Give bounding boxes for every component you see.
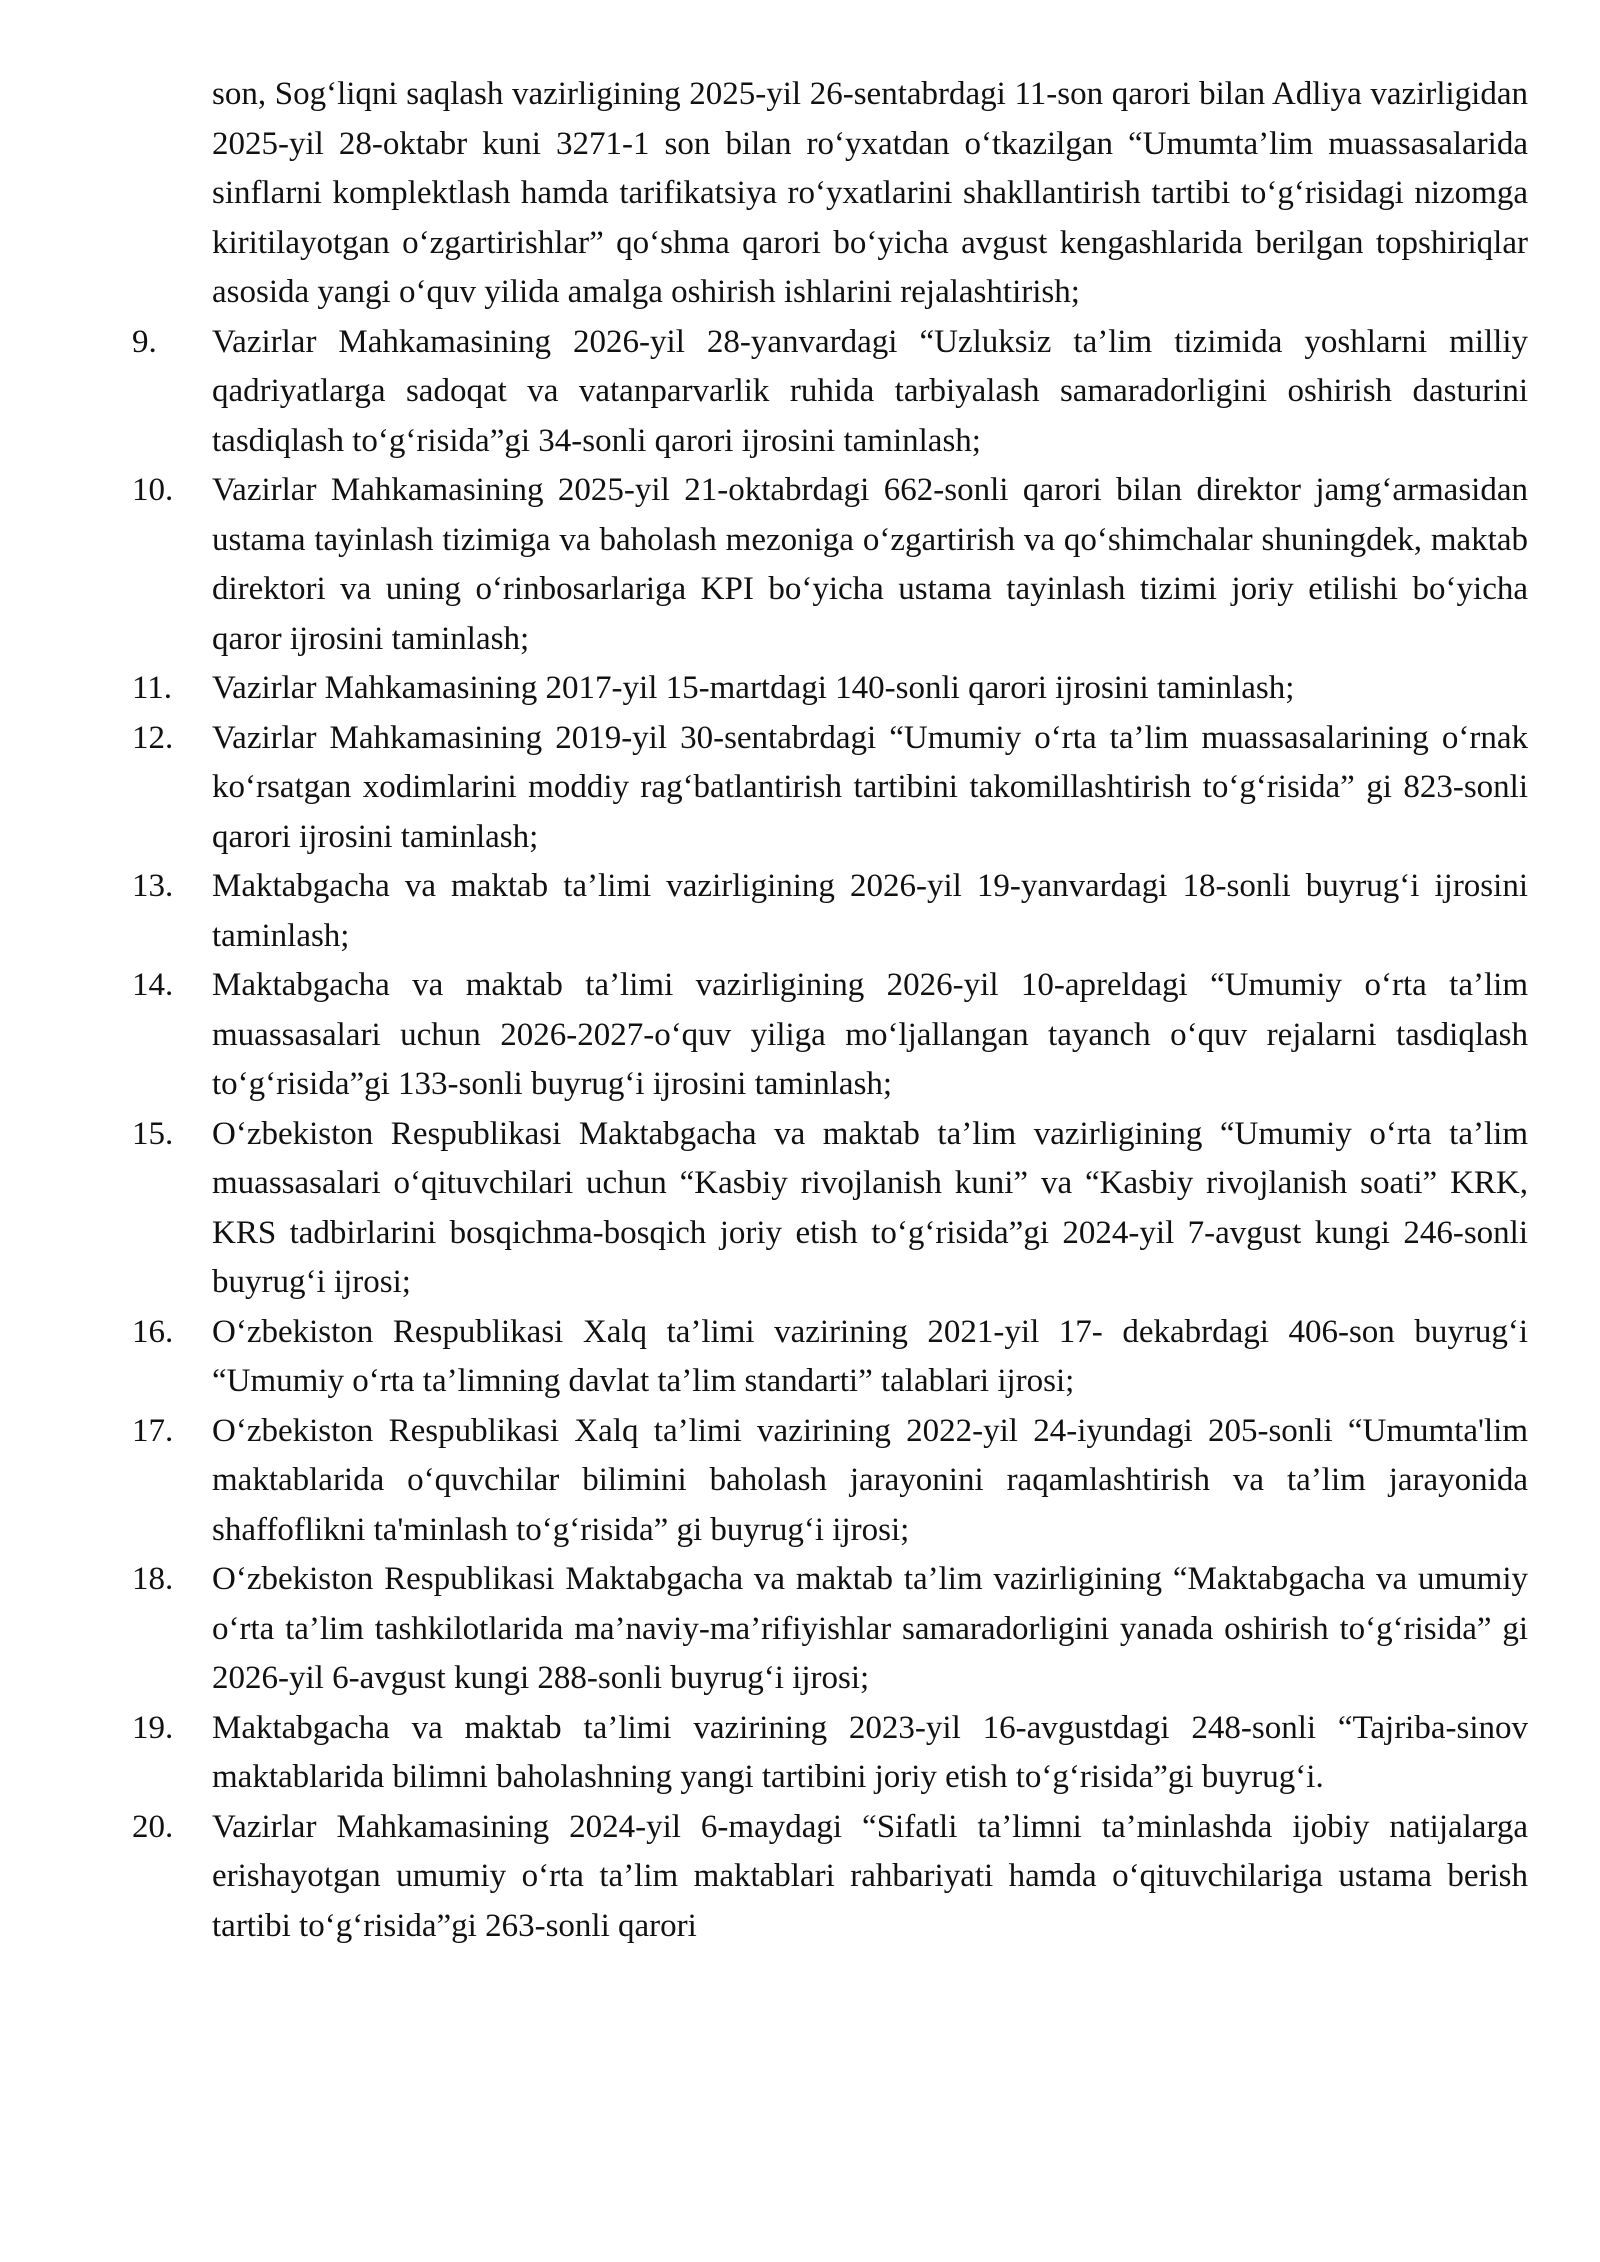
list-item-text: Vazirlar Mahkamasining 2019-yil 30-sentabrdagi “Umumiy o‘rta ta’lim muassasalarining o‘rnak ko‘rsatgan xodimlarini moddiy rag‘batlantirish tartibini takomillashtirish to‘g‘risida” gi 823-sonli qarori ijrosini taminlash; xyxy=(212,719,1528,855)
list-item-19 xyxy=(132,1704,1528,1803)
list-item-number: 10. xyxy=(132,472,174,508)
list-item-number: 17. xyxy=(132,1412,174,1449)
list-item-17 xyxy=(132,1407,1528,1556)
list-item-text: Vazirlar Mahkamasining 2024-yil 6-maydagi “Sifatli ta’limni ta’minlashda ijobiy natijalarga erishayotgan umumiy o‘rta ta’lim maktablari rahbariyati hamda o‘qituvchilariga ustama berish tartibi to‘g‘risida”gi 263-sonli qarori xyxy=(212,1808,1528,1944)
list-item-number: 14. xyxy=(132,967,174,1003)
list-item-text: Vazirlar Mahkamasining 2025-yil 21-oktabrdagi 662-sonli qarori bilan direktor jamg‘armasidan ustama tayinlash tizimiga va baholash mezoniga o‘zgartirish va qo‘shimchalar shuningdek, maktab direktori va uning o‘rinbosarlariga KPI bo‘yicha ustama tayinlash tizimi joriy etilishi bo‘yicha qaror ijrosini taminlash; xyxy=(212,472,1528,657)
list-item-number: 18. xyxy=(132,1561,174,1597)
list-item-number: 20. xyxy=(132,1808,174,1845)
list-item-text: Maktabgacha va maktab ta’limi vazirligining 2026-yil 10-apreldagi “Umumiy o‘rta ta’lim muassasalari uchun 2026-2027-o‘quv yiliga mo‘ljallangan tayanch o‘quv rejalarni tasdiqlash to‘g‘risida”gi 133-sonli buyrug‘i ijrosini taminlash; xyxy=(212,967,1528,1102)
list-item-11 xyxy=(132,664,1528,714)
list-item-10 xyxy=(132,466,1528,664)
list-item-18 xyxy=(132,1555,1528,1704)
list-item-text: O‘zbekiston Respublikasi Xalq ta’limi vazirining 2021-yil 17- dekabrdagi 406-son buyrug‘i “Umumiy o‘rta ta’limning davlat ta’lim standarti” talablari ijrosi; xyxy=(212,1313,1528,1399)
list-item-continuation xyxy=(132,70,1528,318)
list-item-number: 13. xyxy=(132,868,174,904)
list-item-13 xyxy=(132,862,1528,961)
list-item-text: Maktabgacha va maktab ta’limi vazirligining 2026-yil 19-yanvardagi 18-sonli buyrug‘i ijrosini taminlash; xyxy=(212,868,1528,954)
list-item-text: O‘zbekiston Respublikasi Xalq ta’limi vazirining 2022-yil 24-iyundagi 205-sonli “Umumta'lim maktablarida o‘quvchilar bilimini baholash jarayonini raqamlashtirish va ta’lim jarayonida shaffoflikni ta'minlash to‘g‘risida” gi buyrug‘i ijrosi; xyxy=(212,1412,1528,1548)
list-item-text: Maktabgacha va maktab ta’limi vazirining 2023-yil 16-avgustdagi 248-sonli “Tajriba-sinov maktablarida bilimni baholashning yangi tartibini joriy etish to‘g‘risida”gi buyrug‘i. xyxy=(212,1709,1528,1795)
list-item-text: son, Sog‘liqni saqlash vazirligining 2025-yil 26-sentabrdagi 11-son qarori bilan Adliya vazirligidan 2025-yil 28-oktabr kuni 3271-1 son bilan ro‘yxatdan o‘tkazilgan “Umumta’lim muassasalarida sinflarni komplektlash hamda tarifikatsiya ro‘yxatlarini shakllantirish tartibi to‘g‘risidagi nizomga kiritilayotgan o‘zgartirishlar” qo‘shma qarori bo‘yicha avgust kengashlarida berilgan topshiriqlar asosida yangi o‘quv yilida amalga oshirish ishlarini rejalashtirish; xyxy=(212,76,1528,310)
list-item-9 xyxy=(132,318,1528,467)
list-item-16 xyxy=(132,1308,1528,1407)
list-item-number: 16. xyxy=(132,1313,174,1350)
list-item-number: 19. xyxy=(132,1709,174,1746)
list-item-14 xyxy=(132,961,1528,1110)
list-item-text: O‘zbekiston Respublikasi Maktabgacha va maktab ta’lim vazirligining “Umumiy o‘rta ta’lim muassasalari o‘qituvchilari uchun “Kasbiy rivojlanish kuni” va “Kasbiy rivojlanish soati” KRK, KRS tadbirlarini bosqichma-bosqich joriy etish to‘g‘risida”gi 2024-yil 7-avgust kungi 246-sonli buyrug‘i ijrosi; xyxy=(212,1115,1528,1300)
list-item-text: Vazirlar Mahkamasining 2017-yil 15-martdagi 140-sonli qarori ijrosini taminlash; xyxy=(212,670,1295,706)
list-item-12 xyxy=(132,714,1528,863)
list-item-20 xyxy=(132,1803,1528,1952)
list-item-number: 15. xyxy=(132,1115,174,1152)
list-item-15 xyxy=(132,1110,1528,1308)
list-item-number: 12. xyxy=(132,719,174,756)
list-item-text: O‘zbekiston Respublikasi Maktabgacha va maktab ta’lim vazirligining “Maktabgacha va umumiy o‘rta ta’lim tashkilotlarida ma’naviy-ma’rifiyishlar samaradorligini yanada oshirish to‘g‘risida” gi 2026-yil 6-avgust kungi 288-sonli buyrug‘i ijrosi; xyxy=(212,1561,1528,1696)
list-item-text: Vazirlar Mahkamasining 2026-yil 28-yanvardagi “Uzluksiz ta’lim tizimida yoshlarni milliy qadriyatlarga sadoqat va vatanparvarlik ruhida tarbiyalash samaradorligini oshirish dasturini tasdiqlash to‘g‘risida”gi 34-sonli qarori ijrosini taminlash; xyxy=(212,323,1528,459)
list-item-number: 9. xyxy=(132,323,157,360)
list-item-number: 11. xyxy=(132,670,173,706)
